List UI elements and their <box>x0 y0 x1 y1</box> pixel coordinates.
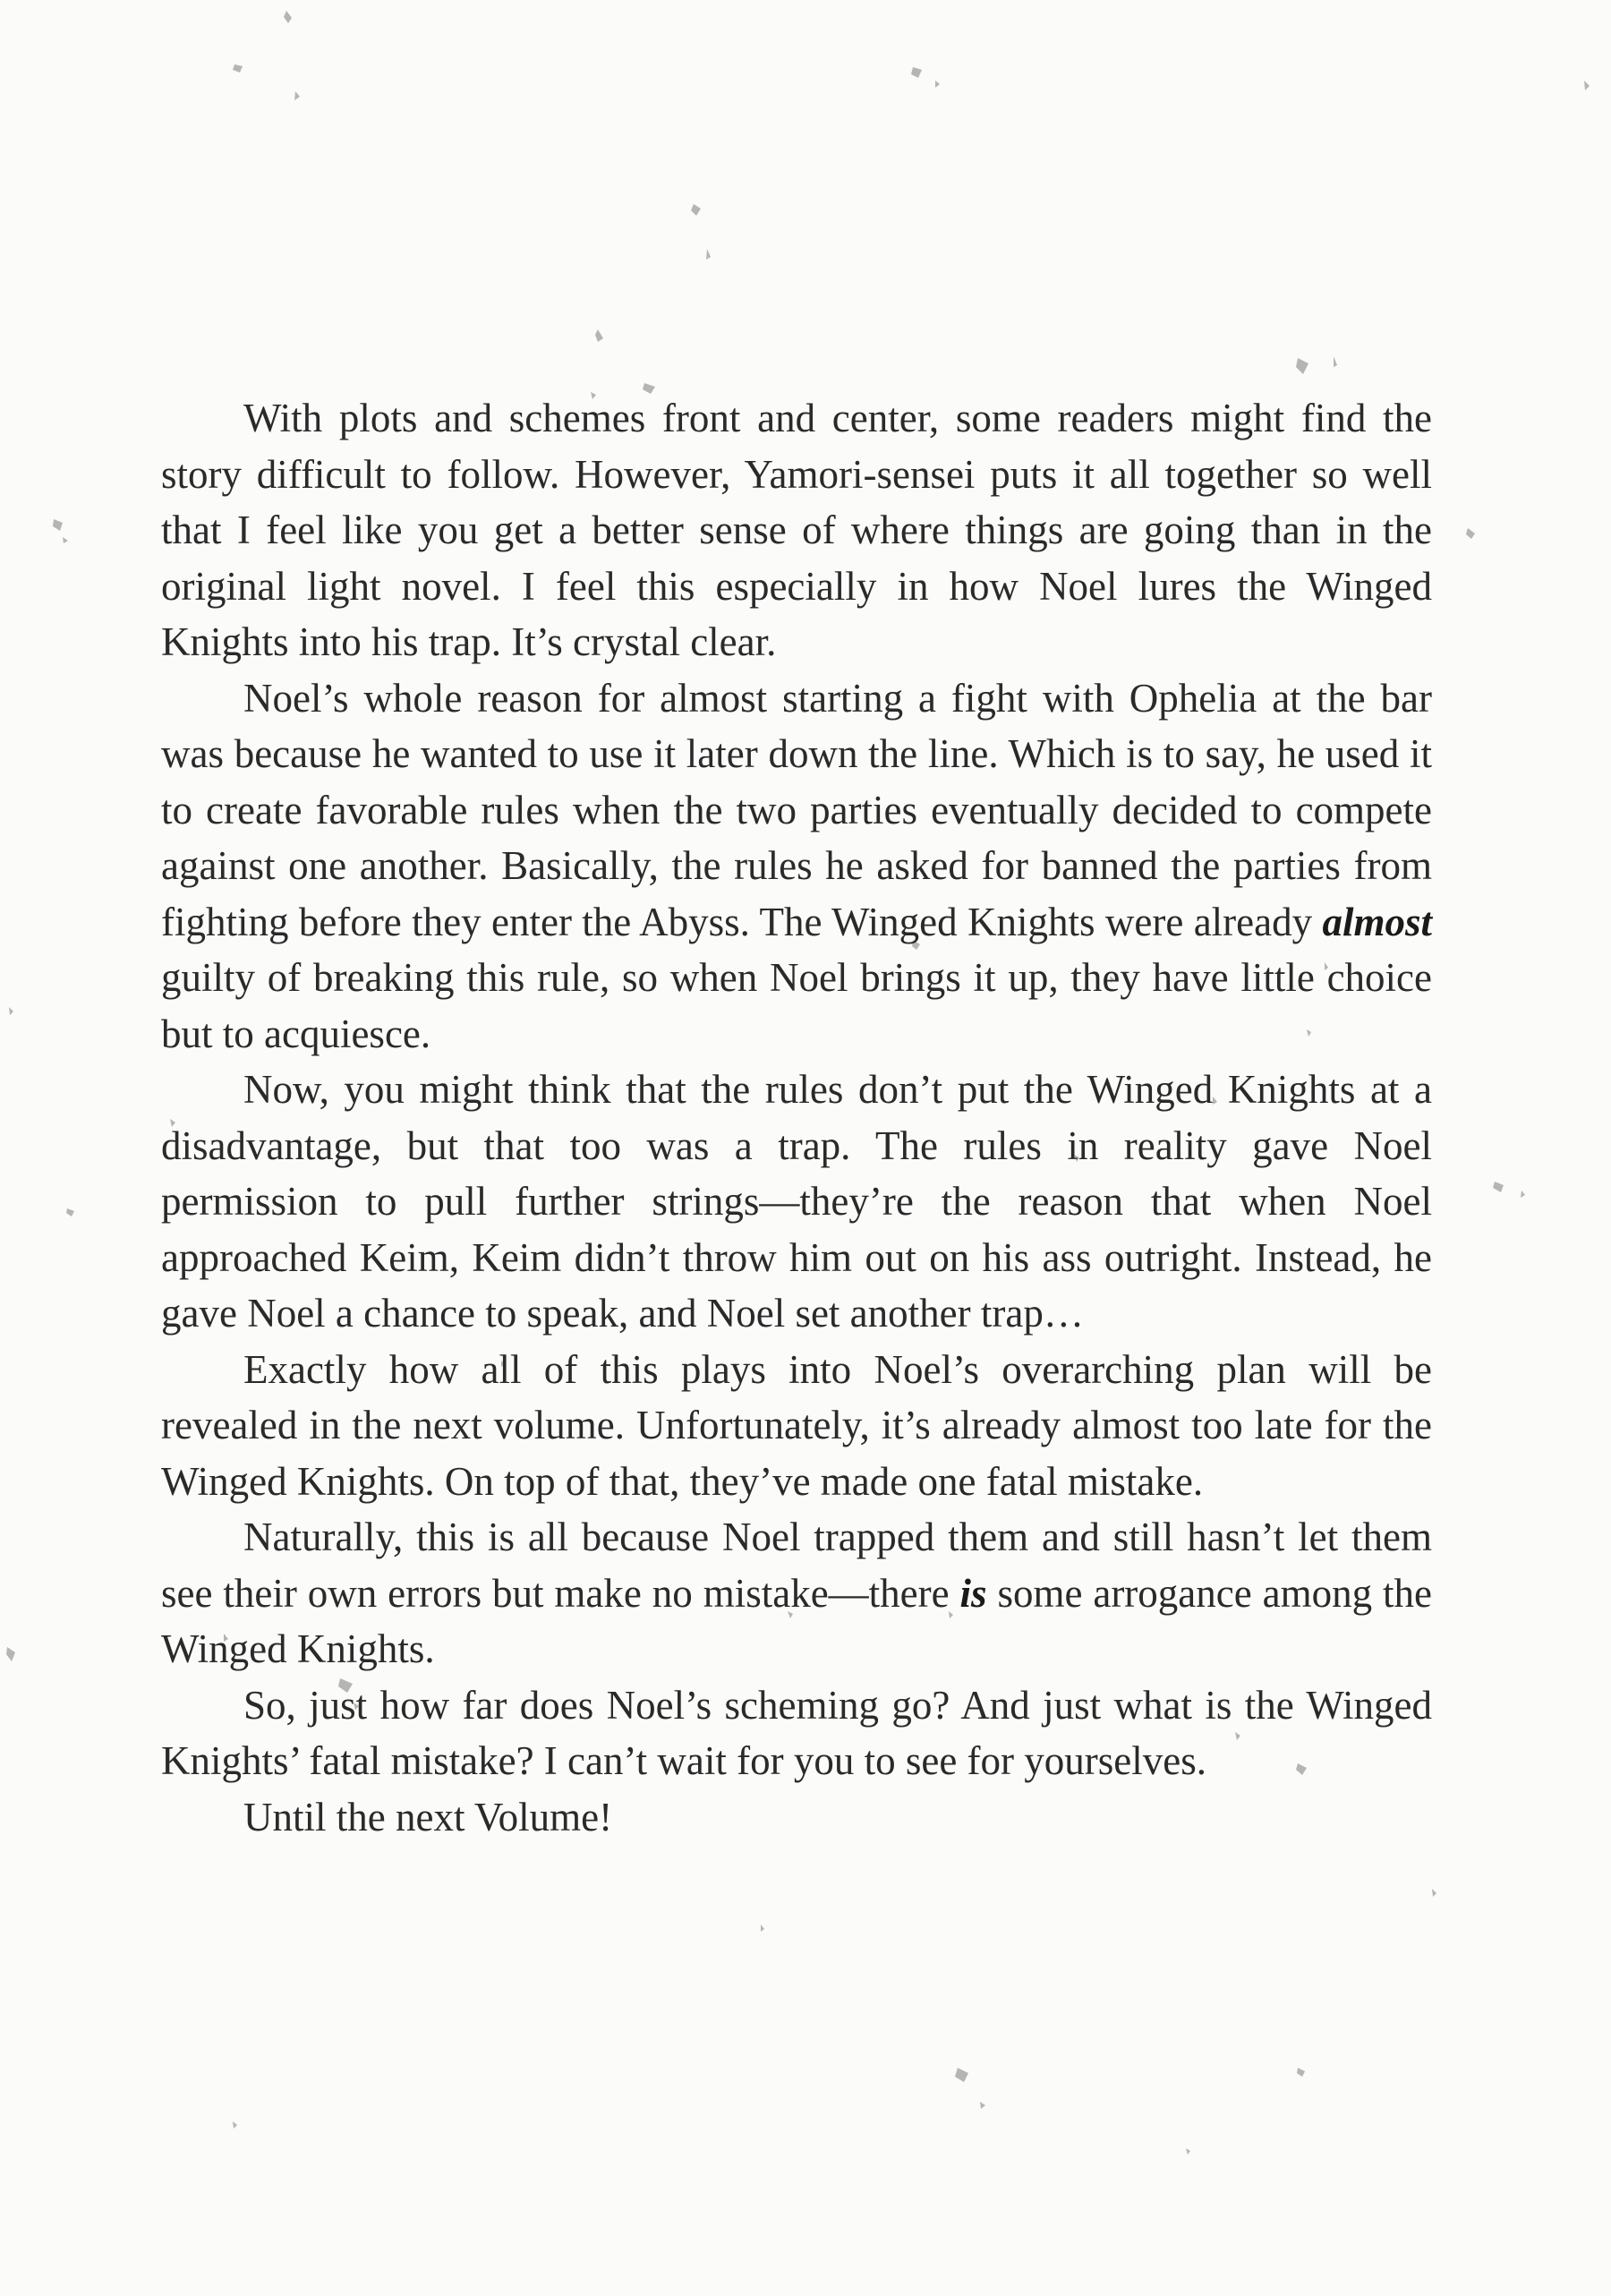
paragraph-text: Until the next Volume! <box>243 1794 613 1839</box>
emphasized-word: is <box>959 1570 987 1616</box>
paragraph <box>161 1677 1432 1789</box>
paragraph-text: Noel’s whole reason for almost starting a fight with Ophelia at the bar was because he wanted to use it later down the line. Which is to say, he used it to create favorable rules when the two parties eventually decided to compete against one another. Basically, the rules he asked for banned the parties from fighting before they enter the Abyss. The Winged Knights were already <box>161 675 1432 944</box>
paragraph <box>161 1342 1432 1510</box>
paragraph-text: guilty of breaking this rule, so when Noel brings it up, they have little choice but to acquiesce. <box>161 955 1432 1056</box>
paragraph-text: With plots and schemes front and center, some readers might find the story difficult to follow. However, Yamori-sensei puts it all together so well that I feel like you get a better sense of where things are going than in the original light novel. I feel this especially in how Noel lures the Winged Knights into his trap. It’s crystal clear. <box>161 396 1432 664</box>
paragraph-text: Naturally, this is all because Noel trapped them and still hasn’t let them see their own errors but make no mistake—there <box>161 1515 1432 1616</box>
paragraph-text: Exactly how all of this plays into Noel’s overarching plan will be revealed in the next volume. Unfortunately, it’s already almost too late for the Winged Knights. On top of that, they’ve made one fatal mistake. <box>161 1346 1432 1504</box>
afterword-text <box>161 390 1432 1845</box>
paragraph-text: Now, you might think that the rules don’t put the Winged Knights at a disadvantage, but that too was a trap. The rules in reality gave Noel permission to pull further strings—they’re the reason that when Noel approached Keim, Keim didn’t throw him out on his ass outright. Instead, he gave Noel a chance to speak, and Noel set another trap… <box>161 1067 1432 1336</box>
paragraph <box>161 390 1432 670</box>
paragraph-text: some arrogance among the Winged Knights. <box>161 1570 1432 1671</box>
paragraph-text: So, just how far does Noel’s scheming go? And just what is the Winged Knights’ fatal mistake? I can’t wait for you to see for yourselves. <box>161 1682 1432 1783</box>
emphasized-word: almost <box>1322 899 1432 944</box>
paragraph <box>161 670 1432 1063</box>
paragraph-closing <box>161 1789 1432 1846</box>
paragraph <box>161 1062 1432 1342</box>
paragraph <box>161 1509 1432 1677</box>
